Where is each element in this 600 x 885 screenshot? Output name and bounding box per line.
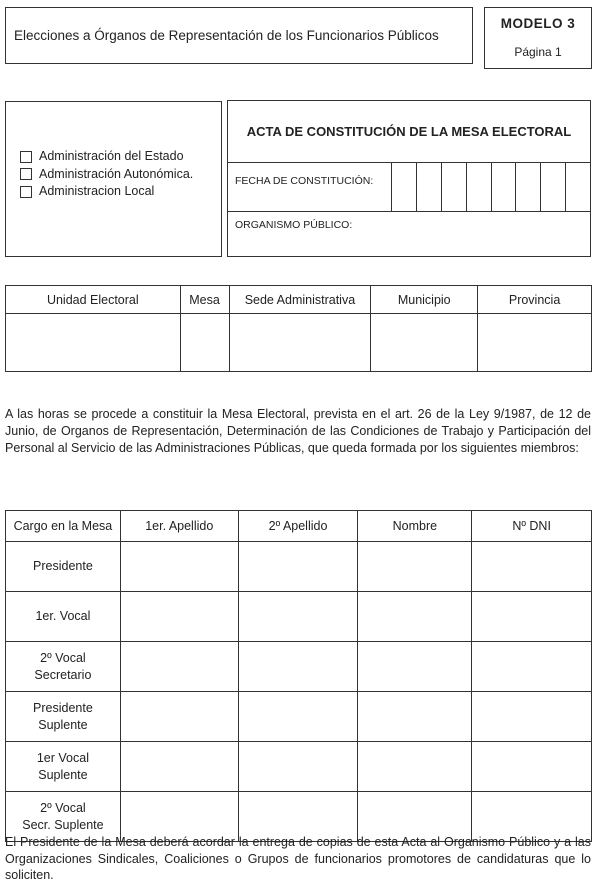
fecha-label: FECHA DE CONSTITUCIÓN: [235, 175, 374, 187]
member-row [6, 692, 592, 742]
admin-option-autonomica[interactable] [20, 166, 193, 184]
date-cell[interactable] [441, 163, 466, 211]
members-header-cell: Nº DNI [472, 511, 592, 542]
member-input-cell[interactable] [238, 692, 358, 742]
member-input-cell[interactable] [472, 742, 592, 792]
unit-input-cell[interactable] [6, 314, 181, 372]
page-label: Página 1 [514, 45, 562, 59]
admin-option-label: Administración Autonómica. [39, 166, 194, 181]
cargo-line: Presidente [33, 559, 93, 573]
model-label: MODELO 3 [500, 16, 576, 31]
cargo-line: Presidente [33, 700, 93, 715]
cargo-line: 2º Vocal [40, 800, 86, 815]
date-cell[interactable] [565, 163, 590, 211]
model-box [484, 7, 592, 69]
unit-header-cell: Provincia [478, 286, 592, 314]
member-input-cell[interactable] [238, 642, 358, 692]
member-input-cell[interactable] [472, 692, 592, 742]
acta-box [227, 100, 591, 257]
cargo-line: Secretario [34, 667, 92, 682]
date-cell[interactable] [491, 163, 516, 211]
cargo-line: Suplente [38, 717, 88, 732]
unit-table-row [6, 314, 592, 372]
date-cell[interactable] [540, 163, 565, 211]
closing-paragraph: El Presidente de la Mesa deberá acordar la entrega de copias de esta Acta al Organismo Público y a las Organizaciones Sindicales, Coaliciones o Grupos de funcionarios promotores de candidaturas que lo soliciten. [5, 835, 591, 882]
unit-input-cell[interactable] [180, 314, 229, 372]
member-input-cell[interactable] [472, 592, 592, 642]
unit-table-header-row [6, 286, 592, 314]
member-input-cell[interactable] [358, 692, 472, 742]
organismo-label: ORGANISMO PÚBLICO: [235, 219, 353, 231]
checkbox-icon[interactable] [20, 151, 32, 163]
unit-header-cell: Sede Administrativa [229, 286, 371, 314]
member-input-cell[interactable] [120, 742, 238, 792]
unit-header-cell: Mesa [180, 286, 229, 314]
administration-options [20, 148, 193, 201]
date-cell[interactable] [515, 163, 540, 211]
member-row [6, 592, 592, 642]
member-input-cell[interactable] [238, 742, 358, 792]
fecha-input-cells[interactable] [391, 163, 590, 211]
cargo-cell [6, 692, 121, 742]
unit-table [5, 285, 592, 372]
date-cell[interactable] [391, 163, 416, 211]
date-cell[interactable] [416, 163, 441, 211]
admin-option-local[interactable] [20, 183, 193, 201]
member-input-cell[interactable] [358, 592, 472, 642]
member-input-cell[interactable] [120, 592, 238, 642]
admin-option-label: Administración del Estado [39, 149, 184, 163]
members-header-cell: 2º Apellido [238, 511, 358, 542]
checkbox-icon[interactable] [20, 186, 32, 198]
admin-option-label: Administracion Local [39, 184, 155, 198]
unit-header-cell: Municipio [371, 286, 478, 314]
members-header-cell: Cargo en la Mesa [6, 511, 121, 542]
member-input-cell[interactable] [238, 592, 358, 642]
members-header-cell: 1er. Apellido [120, 511, 238, 542]
date-cell[interactable] [466, 163, 491, 211]
cargo-line: 1er Vocal [36, 750, 89, 765]
unit-header-cell: Unidad Electoral [6, 286, 181, 314]
cargo-line: 2º Vocal [40, 650, 86, 665]
acta-title: ACTA DE CONSTITUCIÓN DE LA MESA ELECTORAL [228, 101, 590, 163]
member-input-cell[interactable] [472, 542, 592, 592]
administration-box [5, 101, 222, 257]
cargo-cell [6, 742, 121, 792]
unit-input-cell[interactable] [478, 314, 592, 372]
members-header-row [6, 511, 592, 542]
cargo-line: Suplente [38, 767, 88, 782]
admin-option-estado[interactable] [20, 148, 193, 166]
member-input-cell[interactable] [238, 542, 358, 592]
checkbox-icon[interactable] [20, 168, 32, 180]
cargo-line: 1er. Vocal [35, 609, 91, 623]
cargo-cell [6, 642, 121, 692]
member-input-cell[interactable] [120, 642, 238, 692]
members-header-cell: Nombre [358, 511, 472, 542]
unit-input-cell[interactable] [229, 314, 371, 372]
intro-paragraph: A las horas se procede a constituir la Mesa Electoral, prevista en el art. 26 de la Ley 9/1987, de 12 de Junio, de Organos de Representación, Determinación de las Condiciones de Trabajo y Participación del Personal al Servicio de las Administraciones Públicas, que queda formada por los siguientes miembros: [5, 407, 591, 455]
member-row [6, 642, 592, 692]
member-input-cell[interactable] [472, 642, 592, 692]
fecha-row [228, 163, 590, 212]
members-table [5, 510, 592, 842]
member-row [6, 742, 592, 792]
member-input-cell[interactable] [358, 642, 472, 692]
member-input-cell[interactable] [358, 542, 472, 592]
form-title: Elecciones a Órganos de Representación de los Funcionarios Públicos [14, 28, 439, 43]
form-title-box [5, 7, 473, 64]
member-input-cell[interactable] [120, 692, 238, 742]
cargo-cell [6, 592, 121, 642]
unit-input-cell[interactable] [371, 314, 478, 372]
member-input-cell[interactable] [120, 542, 238, 592]
cargo-line: Secr. Suplente [22, 817, 104, 832]
cargo-cell [6, 542, 121, 592]
member-input-cell[interactable] [358, 742, 472, 792]
member-row [6, 542, 592, 592]
